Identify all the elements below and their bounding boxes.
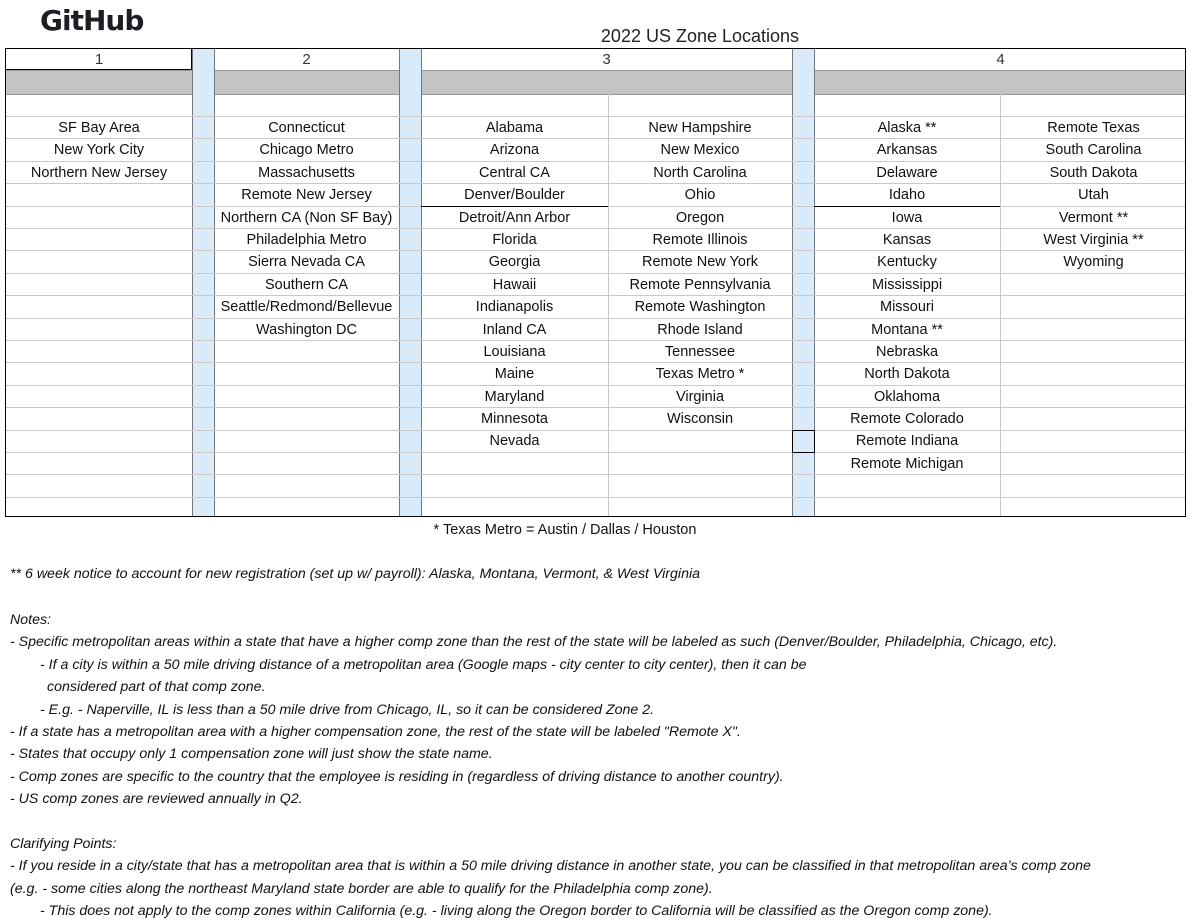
notes-section (10, 609, 1190, 811)
location-cell: Chicago Metro (259, 142, 354, 159)
note-line: - If a state has a metropolitan area with a higher compensation zone, the rest of the state will be labeled "Remote X". (10, 723, 741, 740)
location-cell: Kansas (882, 231, 932, 248)
page-title: 2022 US Zone Locations (600, 26, 800, 46)
location-cell: Hawaii (492, 276, 537, 293)
zone-header-2: 2 (302, 51, 311, 68)
zone-header-1: 1 (94, 51, 104, 68)
location-cell: Remote Washington (634, 299, 766, 316)
location-cell: Georgia (488, 254, 541, 271)
location-cell: Kentucky (877, 254, 937, 271)
location-cell: Inland CA (482, 321, 547, 338)
location-cell: Detroit/Ann Arbor (458, 209, 571, 226)
cell-border-mark (421, 206, 608, 207)
location-cell: Utah (1078, 187, 1109, 204)
zone-table (5, 48, 1186, 517)
row-gridline (6, 474, 1185, 475)
location-cell: Remote Colorado (850, 411, 964, 428)
location-cell: Mississippi (871, 276, 943, 293)
location-cell: Northern CA (Non SF Bay) (220, 209, 393, 226)
location-cell: New Mexico (660, 142, 740, 159)
location-cell: Denver/Boulder (464, 187, 565, 204)
location-cell: Central CA (479, 164, 550, 181)
location-cell: Sierra Nevada CA (248, 254, 365, 271)
zone-header-4: 4 (996, 51, 1005, 68)
location-cell: West Virginia ** (1043, 231, 1144, 248)
location-cell: New Hampshire (648, 120, 752, 136)
location-cell: Missouri (880, 299, 934, 316)
location-cell: SF Bay Area (58, 120, 140, 136)
location-cell: Vermont ** (1058, 209, 1129, 226)
location-cell: Oregon (675, 209, 725, 226)
location-cell: Massachusetts (258, 164, 355, 181)
spacer-column-2 (399, 49, 422, 516)
zone4-list-b (1000, 117, 1186, 274)
location-cell: South Dakota (1049, 164, 1138, 181)
location-cell: Remote Illinois (652, 231, 748, 248)
clarifying-section (10, 833, 1190, 923)
note-line: - E.g. - Naperville, IL is less than a 50 mile drive from Chicago, IL, so it can be considered Zone 2. (40, 701, 655, 718)
location-cell: Louisiana (483, 343, 546, 360)
note-line: considered part of that comp zone. (47, 679, 266, 696)
location-cell: Philadelphia Metro (246, 231, 367, 248)
header-band (6, 70, 1185, 95)
location-cell: Wyoming (1063, 254, 1124, 271)
clarifying-line: - This does not apply to the comp zones within California (e.g. - living along the Oregon border to California will be classified as the Oregon comp zone). (40, 903, 993, 920)
location-cell: Remote Indiana (855, 433, 959, 450)
location-cell: Tennessee (664, 343, 736, 360)
zone3-list-b (608, 117, 792, 430)
location-cell: Rhode Island (657, 321, 743, 338)
location-cell: Florida (492, 231, 537, 248)
location-cell: Remote New York (641, 254, 759, 271)
location-cell: Alaska ** (877, 120, 937, 136)
location-cell: Remote Texas (1047, 120, 1140, 136)
location-cell: Montana ** (871, 321, 943, 338)
spacer-column-1 (192, 49, 215, 516)
location-cell: New York City (53, 142, 145, 159)
location-cell: Remote Michigan (850, 455, 964, 472)
github-logo: GitHub (40, 4, 144, 37)
location-cell: Alabama (485, 120, 544, 136)
row-gridline (6, 497, 1185, 498)
note-line: - Comp zones are specific to the country that the employee is residing in (regardless of driving distance to another country). (10, 768, 784, 785)
location-cell: Remote Pennsylvania (629, 276, 771, 293)
note-line: - Specific metropolitan areas within a state that have a higher comp zone than the rest of the state will be labeled as such (Denver/Boulder, Philadelphia, Chicago, etc). (10, 634, 1058, 651)
location-cell: Indianapolis (475, 299, 554, 316)
location-cell: Southern CA (264, 276, 349, 293)
selected-cell (792, 430, 815, 453)
cell-border-mark (814, 206, 1000, 207)
location-cell: Arizona (489, 142, 540, 159)
note-line: - If a city is within a 50 mile driving distance of a metropolitan area (Google maps - city center to city center), then it can be (40, 656, 807, 673)
notice-text: ** 6 week notice to account for new registration (set up w/ payroll): Alaska, Montana, Vermont, & West Virginia (10, 566, 700, 582)
location-cell: Texas Metro * (655, 366, 745, 383)
location-cell: Seattle/Redmond/Bellevue (220, 299, 393, 316)
location-cell: Oklahoma (873, 388, 941, 405)
location-cell: Connecticut (268, 120, 345, 136)
location-cell: Maryland (484, 388, 545, 405)
zone1-list (6, 117, 192, 184)
location-cell: Washington DC (255, 321, 357, 338)
zone3-list-a (421, 117, 608, 453)
clarifying-line: - If you reside in a city/state that has a metropolitan area that is within a 50 mile driving distance in another state, you can be classified in that metropolitan area’s comp zone (10, 858, 1091, 875)
location-cell: South Carolina (1045, 142, 1142, 159)
location-cell: Remote New Jersey (241, 187, 372, 204)
location-cell: Wisconsin (666, 411, 734, 428)
location-cell: Northern New Jersey (30, 164, 168, 181)
location-cell: Ohio (684, 187, 716, 204)
location-cell: Maine (494, 366, 535, 383)
note-line: - US comp zones are reviewed annually in Q2. (10, 791, 303, 808)
location-cell: Virginia (675, 388, 725, 405)
location-cell: Delaware (876, 164, 938, 181)
notes-heading: Notes: (10, 612, 52, 628)
location-cell: Iowa (891, 209, 923, 226)
location-cell: North Dakota (864, 366, 950, 383)
notice-footnote (10, 563, 1190, 585)
location-cell: North Carolina (653, 164, 747, 181)
location-cell: Arkansas (876, 142, 938, 159)
location-cell: Minnesota (481, 411, 548, 428)
location-cell: Nebraska (875, 343, 939, 360)
location-cell: Nevada (489, 433, 540, 450)
zone2-list (214, 117, 399, 341)
texas-footnote: * Texas Metro = Austin / Dallas / Houston (433, 522, 697, 538)
location-cell: Idaho (888, 187, 926, 204)
clarifying-heading: Clarifying Points: (10, 836, 117, 852)
clarifying-line: (e.g. - some cities along the northeast Maryland state border are able to qualify for the Philadelphia comp zone). (10, 880, 713, 897)
zone-header-3: 3 (602, 51, 611, 68)
note-line: - States that occupy only 1 compensation zone will just show the state name. (10, 746, 493, 763)
zone4-list-a (814, 117, 1000, 475)
